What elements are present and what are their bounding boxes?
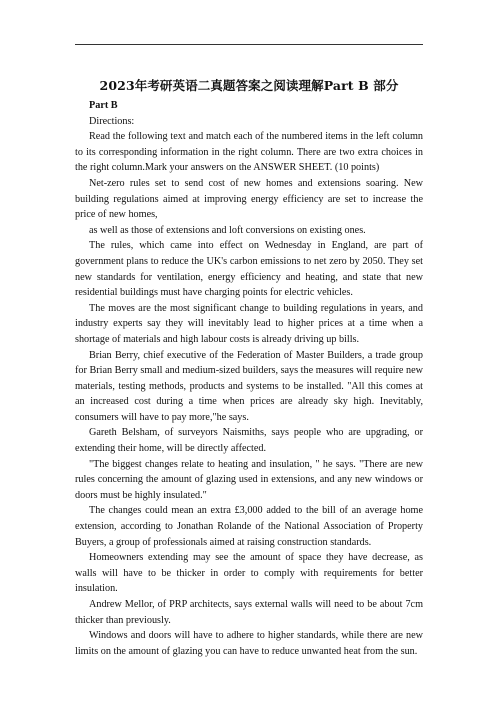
paragraph: The rules, which came into effect on Wednesday in England, are part of government plans to reduce the UK's carbon emissions to net zero by 2050. They set new standards for ventilation, energy efficiency and heating, and state that new residential buildings must have charging points for electric vehicles. [75, 240, 423, 299]
paragraph: Windows and doors will have to adhere to higher standards, while there are new limits on the amount of glazing you can have to reduce unwanted heat from the sun. [75, 630, 423, 657]
paragraph: Andrew Mellor, of PRP architects, says external walls will need to be about 7cm thicker than previously. [75, 599, 423, 626]
paragraph: as well as those of extensions and loft conversions on existing ones. [89, 224, 366, 236]
paragraph: The moves are the most significant change to building regulations in years, and industry experts say they will inevitably lead to higher prices at a time when a shortage of materials and high labour costs is already driving up bills. [75, 302, 423, 345]
section-label: Part B [89, 100, 118, 111]
paragraph: Brian Berry, chief executive of the Federation of Master Builders, a trade group for Brian Berry small and medium-sized builders, says the measures will require new materials, testing methods, products and systems to be installed. "All this comes at an increased cost during a time when prices are already sky high. Inevitably, consumers will have to pay more,"he says. [75, 349, 423, 423]
paragraph: Net-zero rules set to send cost of new homes and extensions soaring. New building regulations aimed at improving energy efficiency are set to increase the price of new homes, [75, 177, 423, 221]
paragraph: Homeowners extending may see the amount of space they have decrease, as walls will have to be thicker in order to comply with requirements for better insulation. [75, 552, 423, 595]
paragraph: Directions: [89, 115, 135, 127]
paragraph: Gareth Belsham, of surveyors Naismiths, says people who are upgrading, or extending their home, will be directly affected. [75, 427, 423, 455]
paragraph: The changes could mean an extra £3,000 added to the bill of an average home extension, according to Jonathan Rolande of the National Association of Property Buyers, a group of professionals aimed at raising construction standards. [75, 505, 423, 548]
document-title: 2023年考研英语二真题答案之阅读理解Part B 部分 [99, 78, 399, 93]
paragraph: "The biggest changes relate to heating and insulation, " he says. "There are new rules concerning the amount of glazing used in extensions, and any new windows or doors must be highly insulated." [75, 458, 423, 501]
header-rule [75, 44, 423, 45]
paragraph: Read the following text and match each of the numbered items in the left column to its corresponding information in the right column. There are two extra choices in the right column.Mark your answers on the ANSWER SHEET. (10 points) [75, 131, 423, 174]
document-body [75, 98, 423, 659]
